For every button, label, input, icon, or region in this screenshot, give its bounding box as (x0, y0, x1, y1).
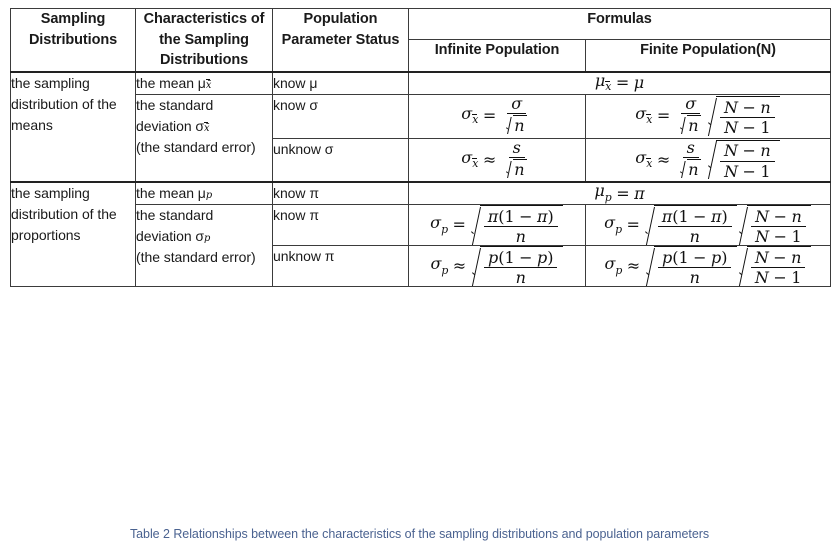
cell-formula-prop-known-finite (586, 205, 831, 246)
cell-status-unknow-sigma: unknow σ (273, 138, 409, 182)
header-finite-population: Finite Population(N) (586, 40, 831, 72)
table-row-proportions-mean (11, 182, 831, 205)
formula-sigma-p-equals-sqrt-pi: σp = $\frac{\pi(1 - \pi)}{n}$ (430, 205, 564, 245)
table-header-row-1 (11, 9, 831, 40)
cell-formula-prop-unknown-infinite (409, 246, 586, 287)
cell-status-know-pi-mean: know π (273, 182, 409, 205)
characteristic-text: the mean μ (136, 185, 206, 202)
cell-status-know-mu: know μ (273, 72, 409, 95)
cell-formula-sd-known-finite (586, 94, 831, 138)
cell-formula-sd-known-infinite (409, 94, 586, 138)
sd-subscript-p: p (204, 233, 211, 245)
mean-subscript-xbar: x̄ (205, 79, 212, 91)
header-formulas: Formulas (409, 9, 831, 40)
formula-mu-xbar-equals-mu: μx = μ (594, 70, 645, 94)
cell-formula-mean-proportions (409, 182, 831, 205)
sd-text-post: (the standard error) (136, 138, 256, 155)
sampling-distributions-table (10, 8, 831, 287)
header-population-parameter-status: Population Parameter Status (273, 9, 409, 72)
formula-mu-p-equals-pi: μp = π (594, 181, 645, 204)
formula-sigma-xbar-approx-finite: σx ≈ $\frac{s}{n}$ $\frac{N - n}{N - 1}$ (635, 139, 780, 182)
cell-status-know-sigma: know σ (273, 94, 409, 138)
formula-sigma-xbar-approx-s-over-sqrt-n: σx ≈ $\frac{s}{n}$ (461, 139, 532, 182)
formula-sigma-xbar-finite: σx = $\frac{\sigma}{n}$ $\frac{N - n}{N - 1}$ (635, 95, 780, 138)
formula-sigma-p-approx-finite: σp ≈ $\frac{p(1 - p)}{n}$ $\frac{N - n}{N - 1}$ (604, 246, 811, 286)
cell-characteristic-sd-proportions (136, 205, 273, 287)
sd-text-pre: the standard deviation σ (136, 207, 214, 245)
header-sampling-distributions: Sampling Distributions (11, 9, 136, 72)
header-infinite-population: Infinite Population (409, 40, 586, 72)
cell-characteristic-mean-proportions (136, 182, 273, 205)
cell-status-know-pi: know π (273, 205, 409, 246)
cell-characteristic-sd-means (136, 94, 273, 182)
sd-text-pre: the standard deviation σ (136, 96, 214, 134)
cell-formula-prop-unknown-finite (586, 246, 831, 287)
cell-distribution-proportions: the sampling distribution of the proportions (11, 182, 136, 287)
table-caption: Table 2 Relationships between the characteristics of the sampling distributions and population parameters (129, 527, 710, 541)
cell-characteristic-mean-means (136, 72, 273, 95)
cell-distribution-means: the sampling distribution of the means (11, 72, 136, 183)
sd-subscript-xbar: x̄ (204, 122, 210, 134)
table-row-means-mean (11, 72, 831, 95)
cell-formula-sd-unknown-finite (586, 138, 831, 182)
cell-formula-sd-unknown-infinite (409, 138, 586, 182)
formula-sigma-p-approx-sqrt-p: σp ≈ $\frac{p(1 - p)}{n}$ (430, 246, 563, 286)
table-page (0, 8, 839, 553)
mean-subscript-p: p (205, 190, 213, 202)
cell-formula-mean-means (409, 72, 831, 95)
sd-text-post: (the standard error) (136, 249, 256, 266)
cell-formula-prop-known-infinite (409, 205, 586, 246)
cell-status-unknow-pi: unknow π (273, 246, 409, 287)
characteristic-text: the mean μ (136, 74, 206, 91)
formula-sigma-xbar-equals-sigma-over-sqrt-n: σx = $\frac{\sigma}{n}$ (461, 95, 532, 138)
formula-sigma-p-finite: σp = $\frac{\pi(1 - \pi)}{n}$ $\frac{N - n}{N - 1}$ (604, 205, 812, 245)
header-characteristics: Characteristics of the Sampling Distributions (136, 9, 273, 72)
